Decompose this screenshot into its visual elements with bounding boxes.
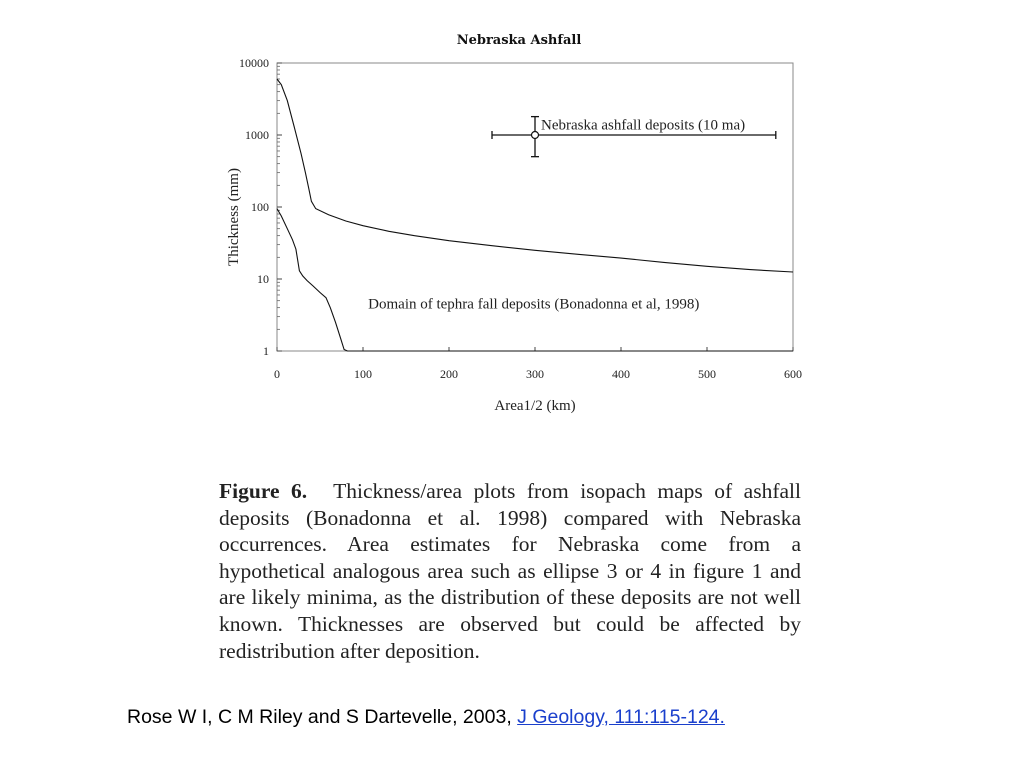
x-tick-label: 300 bbox=[526, 367, 544, 381]
y-axis-label: Thickness (mm) bbox=[226, 168, 242, 266]
x-tick-label: 400 bbox=[612, 367, 630, 381]
x-tick-label: 0 bbox=[274, 367, 280, 381]
citation-text: Rose W I, C M Riley and S Dartevelle, 2003, bbox=[127, 706, 518, 728]
annotation-nebraska: Nebraska ashfall deposits (10 ma) bbox=[541, 117, 746, 134]
x-tick-label: 600 bbox=[784, 367, 802, 381]
figure-caption bbox=[219, 478, 801, 664]
upper-bound-line bbox=[277, 79, 793, 272]
y-tick-label: 10000 bbox=[239, 56, 269, 70]
y-tick-label: 1 bbox=[263, 344, 269, 358]
chart-title: Nebraska Ashfall bbox=[456, 33, 582, 48]
citation-link[interactable]: J Geology, 111:115-124. bbox=[517, 706, 725, 728]
y-tick-label: 1000 bbox=[245, 128, 269, 142]
nebraska-data-point bbox=[532, 132, 539, 139]
caption-text: Thickness/area plots from isopach maps of ashfall deposits (Bonadonna et al. 1998) compared with Nebraska occurrences. Area estimates for Nebraska come from a hypothetical analogous area such as ellipse 3 or 4 in figure 1 and are likely minima, as the distribution of these deposits are not well known. Thicknesses are observed but could be affected by redistribution after deposition. bbox=[219, 479, 801, 663]
x-tick-label: 100 bbox=[354, 367, 372, 381]
plot-area bbox=[239, 56, 802, 381]
y-tick-label: 100 bbox=[251, 200, 269, 214]
x-tick-label: 200 bbox=[440, 367, 458, 381]
annotation-tephra-domain: Domain of tephra fall deposits (Bonadonna et al, 1998) bbox=[368, 296, 700, 313]
lower-bound-line bbox=[277, 209, 793, 351]
x-tick-label: 500 bbox=[698, 367, 716, 381]
figure-label: Figure 6. bbox=[219, 479, 308, 503]
x-axis-label: Area1/2 (km) bbox=[494, 398, 576, 414]
citation bbox=[127, 706, 725, 729]
y-tick-label: 10 bbox=[257, 272, 269, 286]
